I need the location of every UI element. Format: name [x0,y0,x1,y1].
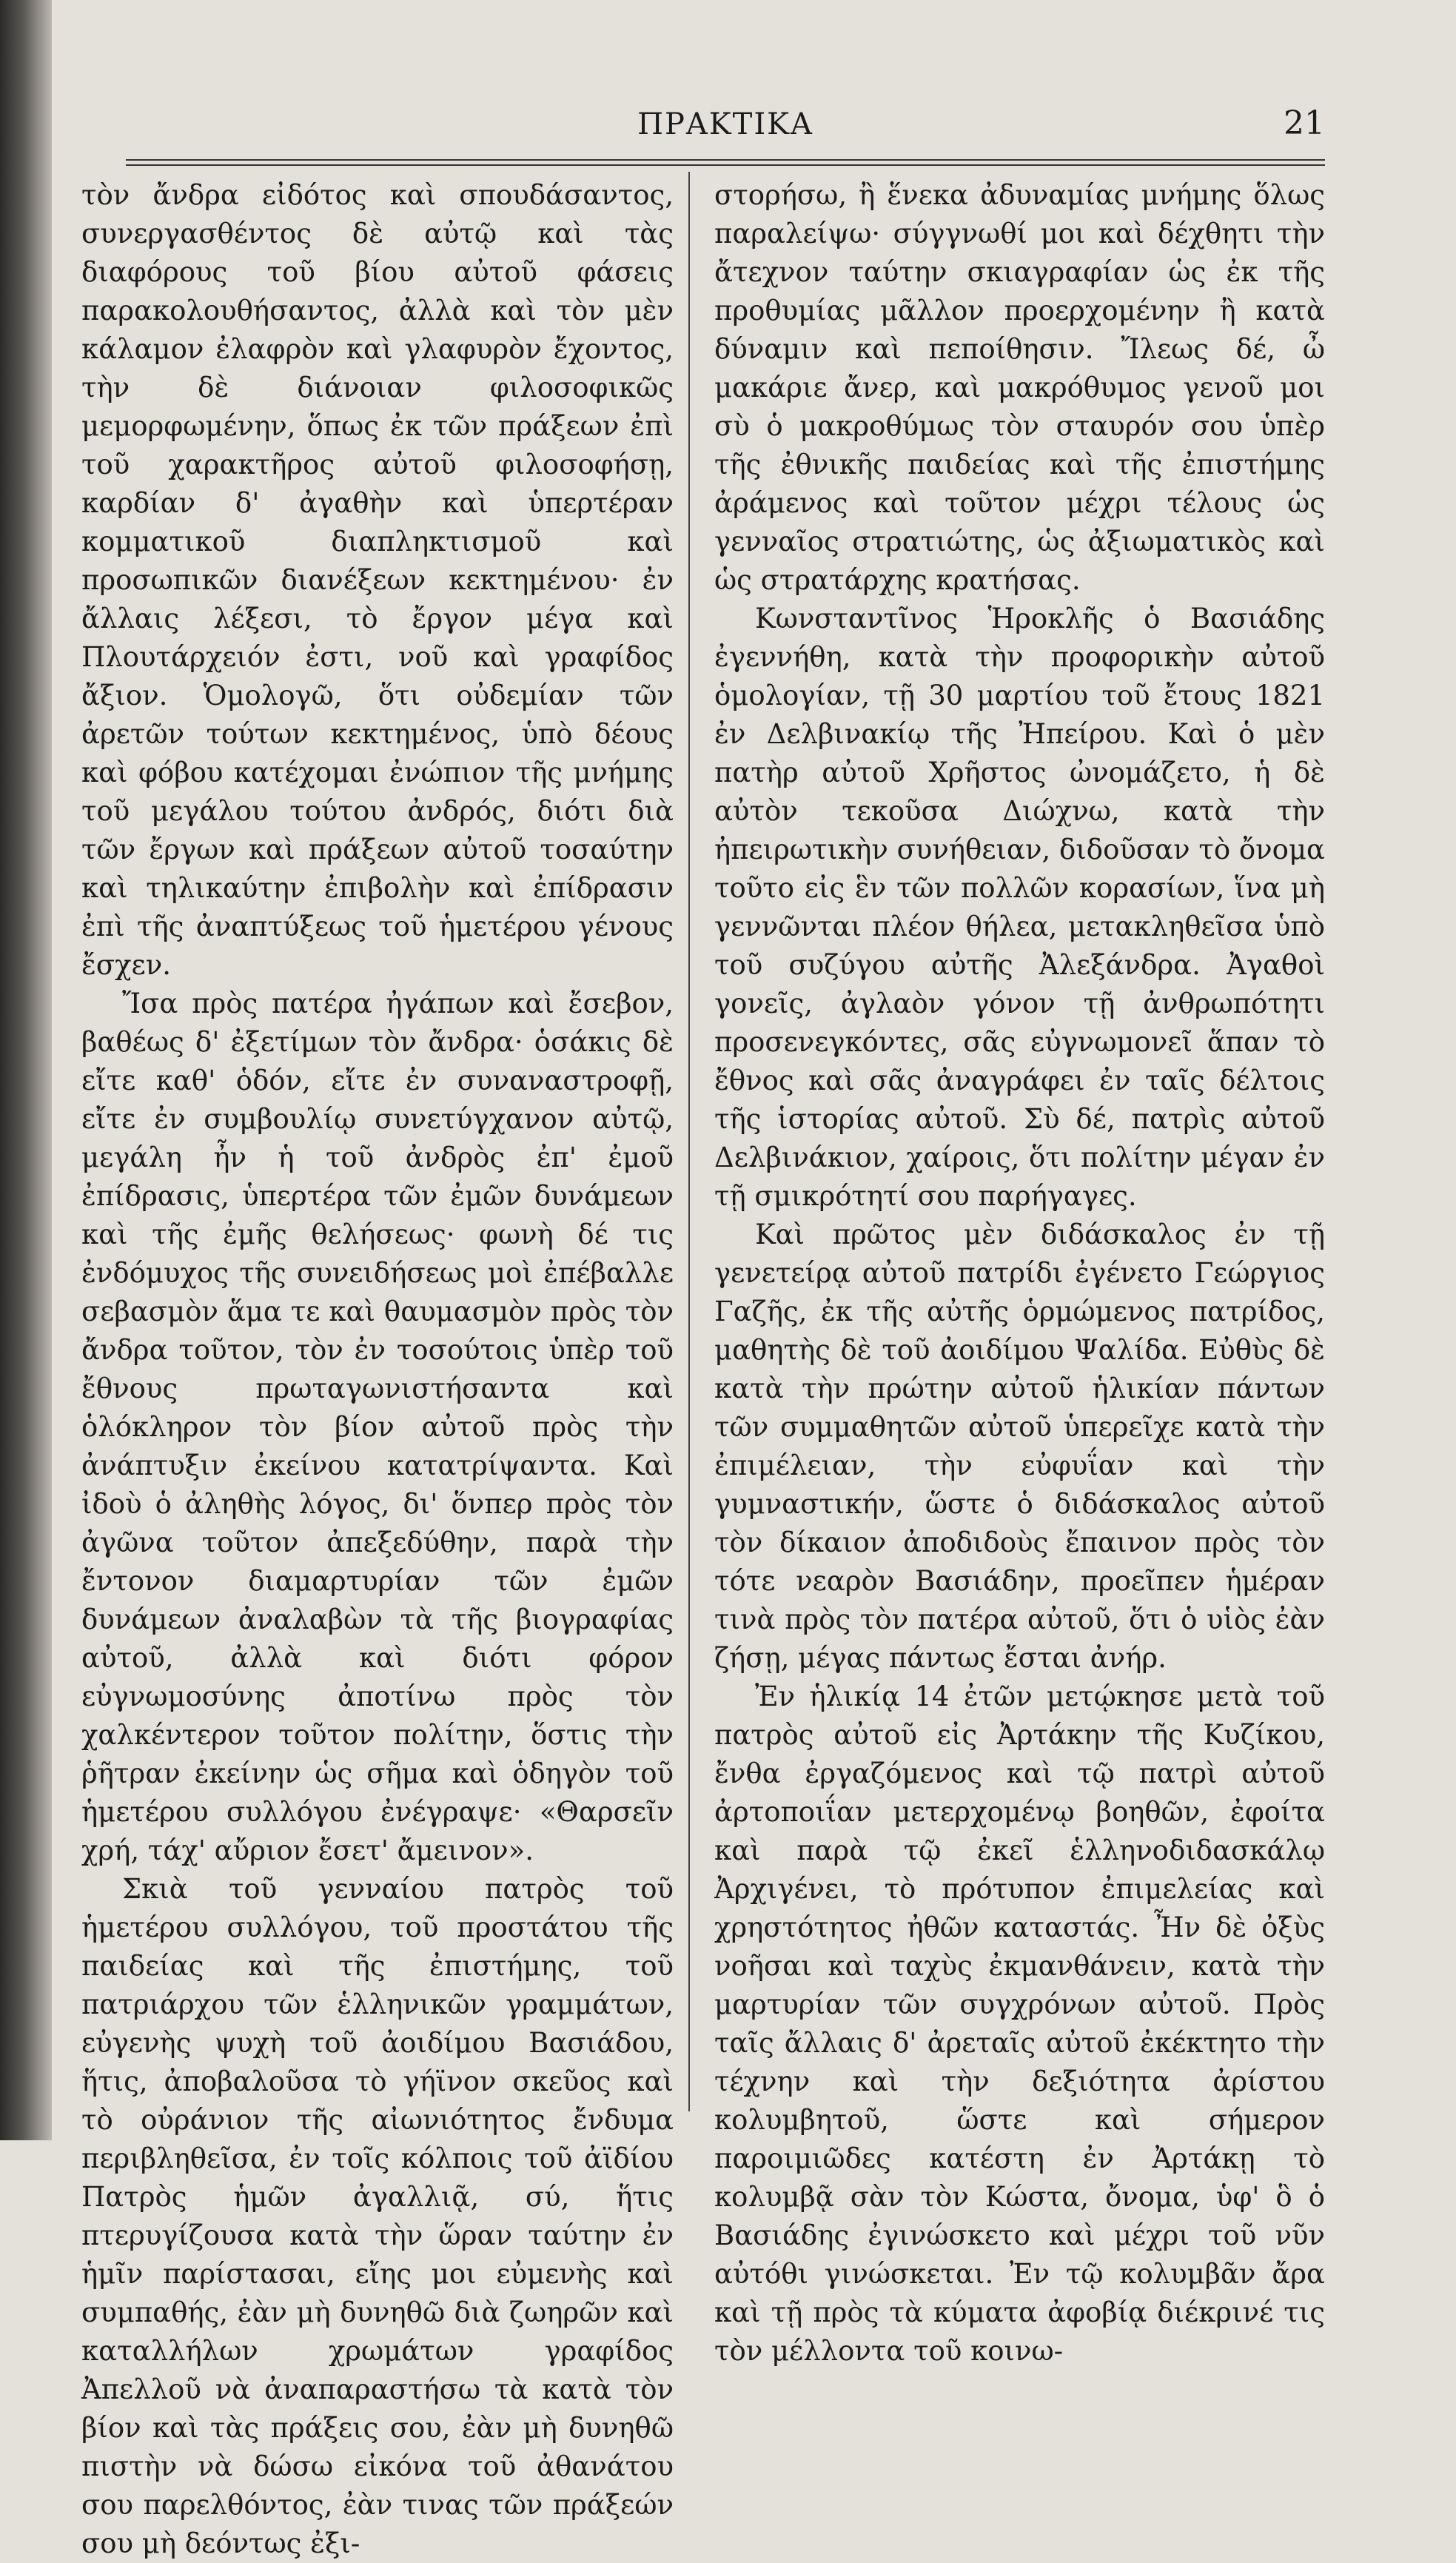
paragraph: τὸν ἄνδρα εἰδότος καὶ σπουδάσαντος, συνεργασθέντος δὲ αὐτῷ καὶ τὰς διαφόρους τοῦ βίου αὐτοῦ φάσεις παρακολουθήσαντος, ἀλλὰ καὶ τὸν μὲν κάλαμον ἐλαφρὸν καὶ γλαφυρὸν ἔχοντος, τὴν δὲ διάνοιαν φιλοσοφικῶς μεμορφωμένην, ὅπως ἐκ τῶν πράξεων ἐπὶ τοῦ χαρακτῆρος αὐτοῦ φιλοσοφήσῃ, καρδίαν δ' ἀγαθὴν καὶ ὑπερτέραν κομματικοῦ διαπληκτισμοῦ καὶ προσωπικῶν διανέξεων κεκτημένου· ἐν ἄλλαις λέξεσι, τὸ ἔργον μέγα καὶ Πλουτάρχειόν ἐστι, νοῦ καὶ γραφίδος ἄξιον. Ὁμολογῶ, ὅτι οὐδεμίαν τῶν ἀρετῶν τούτων κεκτημένος, ὑπὸ δέους καὶ φόβου κατέχομαι ἐνώπιον τῆς μνήμης τοῦ μεγάλου τούτου ἀνδρός, διότι διὰ τῶν ἔργων καὶ πράξεων αὐτοῦ τοσαύτην καὶ τηλικαύτην ἐπιβολὴν καὶ ἐπίδρασιν ἐπὶ τῆς ἀναπτύξεως τοῦ ἡμετέρου γένους ἔσχεν. [81,179,674,981]
paragraph: Κωνσταντῖνος Ἡροκλῆς ὁ Βασιάδης ἐγεννήθη, κατὰ τὴν προφορικὴν αὐτοῦ ὁμολογίαν, τῇ 30 μαρτίου τοῦ ἔτους 1821 ἐν Δελβινακίῳ τῆς Ἠπείρου. Καὶ ὁ μὲν πατὴρ αὐτοῦ Χρῆστος ὠνομάζετο, ἡ δὲ αὐτὸν τεκοῦσα Διώχνω, κατὰ τὴν ἠπειρωτικὴν συνήθειαν, διδοῦσαν τὸ ὄνομα τοῦτο εἰς ἓν τῶν πολλῶν κορασίων, ἵνα μὴ γεννῶνται πλέον θήλεα, μετακληθεῖσα ὑπὸ τοῦ συζύγου αὐτῆς Ἀλεξάνδρα. Ἀγαθοὶ γονεῖς, ἀγλαὸν γόνον τῇ ἀνθρωπότητι προσενεγκόντες, σᾶς εὐγνωμονεῖ ἅπαν τὸ ἔθνος καὶ σᾶς ἀναγράφει ἐν ταῖς δέλτοις τῆς ἱστορίας αὐτοῦ. Σὺ δέ, πατρὶς αὐτοῦ Δελβινάκιον, χαίροις, ὅτι πολίτην μέγαν ἐν τῇ σμικρότητί σου παρήγαγες. [714,603,1325,1212]
column-divider [688,172,690,2111]
page-number: 21 [1284,104,1325,142]
book-gutter [0,0,52,2140]
header-rule [126,159,1325,166]
paragraph: Καὶ πρῶτος μὲν διδάσκαλος ἐν τῇ γενετείρᾳ αὐτοῦ πατρίδι ἐγένετο Γεώργιος Γαζῆς, ἐκ τῆς αὐτῆς ὁρμώμενος πατρίδος, μαθητὴς δὲ τοῦ ἀοιδίμου Ψαλίδα. Εὐθὺς δὲ κατὰ τὴν πρώτην αὐτοῦ ἡλικίαν πάντων τῶν συμμαθητῶν αὐτοῦ ὑπερεῖχε κατὰ τὴν ἐπιμέλειαν, τὴν εὐφυΐαν καὶ τὴν γυμναστικήν, ὥστε ὁ διδάσκαλος αὐτοῦ τὸν δίκαιον ἀποδιδοὺς ἔπαινον πρὸς τὸν τότε νεαρὸν Βασιάδην, προεῖπεν ἡμέραν τινὰ πρὸς τὸν πατέρα αὐτοῦ, ὅτι ὁ υἱὸς ἐὰν ζήσῃ, μέγας πάντως ἔσται ἀνήρ. [714,1219,1325,1674]
paragraph: στορήσω, ἢ ἕνεκα ἀδυναμίας μνήμης ὅλως παραλείψω· σύγγνωθί μοι καὶ δέχθητι τὴν ἄτεχνον ταύτην σκιαγραφίαν ὡς ἐκ τῆς προθυμίας μᾶλλον προερχομένην ἢ κατὰ δύναμιν καὶ πεποίθησιν. Ἴλεως δέ, ὦ μακάριε ἄνερ, καὶ μακρόθυμος γενοῦ μοι σὺ ὁ μακροθύμως τὸν σταυρόν σου ὑπὲρ τῆς ἐθνικῆς παιδείας καὶ τῆς ἐπιστήμης ἀράμενος καὶ τοῦτον μέχρι τέλους ὡς γενναῖος στρατιώτης, ὡς ἀξιωματικὸς καὶ ὡς στρατάρχης κρατήσας. [714,179,1325,596]
page-header [126,100,1325,152]
running-title: ΠΡΑΚΤΙΚΑ [637,107,813,141]
right-column [714,176,1325,2367]
paragraph: Σκιὰ τοῦ γενναίου πατρὸς τοῦ ἡμετέρου συλλόγου, τοῦ προστάτου τῆς παιδείας καὶ τῆς ἐπιστήμης, τοῦ πατριάρχου τῶν ἑλληνικῶν γραμμάτων, εὐγενὴς ψυχὴ τοῦ ἀοιδίμου Βασιάδου, ἥτις, ἀποβαλοῦσα τὸ γήϊνον σκεῦος καὶ τὸ οὐράνιον τῆς αἰωνιότητος ἔνδυμα περιβληθεῖσα, ἐν τοῖς κόλποις τοῦ ἀϊδίου Πατρὸς ἡμῶν ἀγαλλιᾷ, σύ, ἥτις πτερυγίζουσα κατὰ τὴν ὥραν ταύτην ἐν ἡμῖν παρίστασαι, εἴης μοι εὐμενὴς καὶ συμπαθής, ἐὰν μὴ δυνηθῶ διὰ ζωηρῶν καὶ καταλλήλων χρωμάτων γραφίδος Ἀπελλοῦ νὰ ἀναπαραστήσω τὰ κατὰ τὸν βίον καὶ τὰς πράξεις σου, ἐὰν μὴ δυνηθῶ πιστὴν νὰ δώσω εἰκόνα τοῦ ἀθανάτου σου παρελθόντος, ἐὰν τινας τῶν πράξεών σου μὴ δεόντως ἐξι- [81,1873,674,2559]
paragraph: Ἴσα πρὸς πατέρα ἠγάπων καὶ ἔσεβον, βαθέως δ' ἐξετίμων τὸν ἄνδρα· ὁσάκις δὲ εἴτε καθ' ὁδόν, εἴτε ἐν συναναστροφῇ, εἴτε ἐν συμβουλίῳ συνετύγχανον αὐτῷ, μεγάλη ἦν ἡ τοῦ ἀνδρὸς ἐπ' ἐμοῦ ἐπίδρασις, ὑπερτέρα τῶν ἐμῶν δυνάμεων καὶ τῆς ἐμῆς θελήσεως· φωνὴ δέ τις ἐνδόμυχος τῆς συνειδήσεως μοὶ ἐπέβαλλε σεβασμὸν ἅμα τε καὶ θαυμασμὸν πρὸς τὸν ἄνδρα τοῦτον, τὸν ἐν τοσούτοις ὑπὲρ τοῦ ἔθνους πρωταγωνιστήσαντα καὶ ὁλόκληρον τὸν βίον αὐτοῦ πρὸς τὴν ἀνάπτυξιν ἐκείνου κατατρίψαντα. Καὶ ἰδοὺ ὁ ἀληθὴς λόγος, δι' ὅνπερ πρὸς τὸν ἀγῶνα τοῦτον ἀπεξεδύθην, παρὰ τὴν ἔντονον διαμαρτυρίαν τῶν ἐμῶν δυνάμεων ἀναλαβὼν τὰ τῆς βιογραφίας αὐτοῦ, ἀλλὰ καὶ διότι φόρον εὐγνωμοσύνης ἀποτίνω πρὸς τὸν χαλκέντερον τοῦτον πολίτην, ὅστις τὴν ῥῆτραν ἐκείνην ὡς σῆμα καὶ ὁδηγὸν τοῦ ἡμετέρου συλλόγου ἐνέγραψε· «Θαρσεῖν χρή, τάχ' αὔριον ἔσετ' ἄμεινον». [81,988,674,1866]
left-column [81,176,674,2559]
book-page [52,0,1456,2559]
paragraph: Ἐν ἡλικίᾳ 14 ἐτῶν μετῴκησε μετὰ τοῦ πατρὸς αὐτοῦ εἰς Ἀρτάκην τῆς Κυζίκου, ἔνθα ἐργαζόμενος καὶ τῷ πατρὶ αὐτοῦ ἀρτοποιΐαν μετερχομένῳ βοηθῶν, ἐφοίτα καὶ παρὰ τῷ ἐκεῖ ἑλληνοδιδασκάλῳ Ἀρχιγένει, τὸ πρότυπον ἐπιμελείας καὶ χρηστότητος ἠθῶν καταστάς. Ἦν δὲ ὀξὺς νοῆσαι καὶ ταχὺς ἐκμανθάνειν, κατὰ τὴν μαρτυρίαν τῶν συγχρόνων αὐτοῦ. Πρὸς ταῖς ἄλλαις δ' ἀρεταῖς αὐτοῦ ἐκέκτητο τὴν τέχνην καὶ τὴν δεξιότητα ἀρίστου κολυμβητοῦ, ὥστε καὶ σήμερον παροιμιῶδες κατέστη ἐν Ἀρτάκῃ τὸ κολυμβᾷ σὰν τὸν Κώστα, ὄνομα, ὑφ' ὃ ὁ Βασιάδης ἐγινώσκετο καὶ μέχρι τοῦ νῦν αὐτόθι γινώσκεται. Ἐν τῷ κολυμβᾶν ἄρα καὶ τῇ πρὸς τὰ κύματα ἀφοβίᾳ διέκρινέ τις τὸν μέλλοντα τοῦ κοινω- [714,1681,1325,2367]
